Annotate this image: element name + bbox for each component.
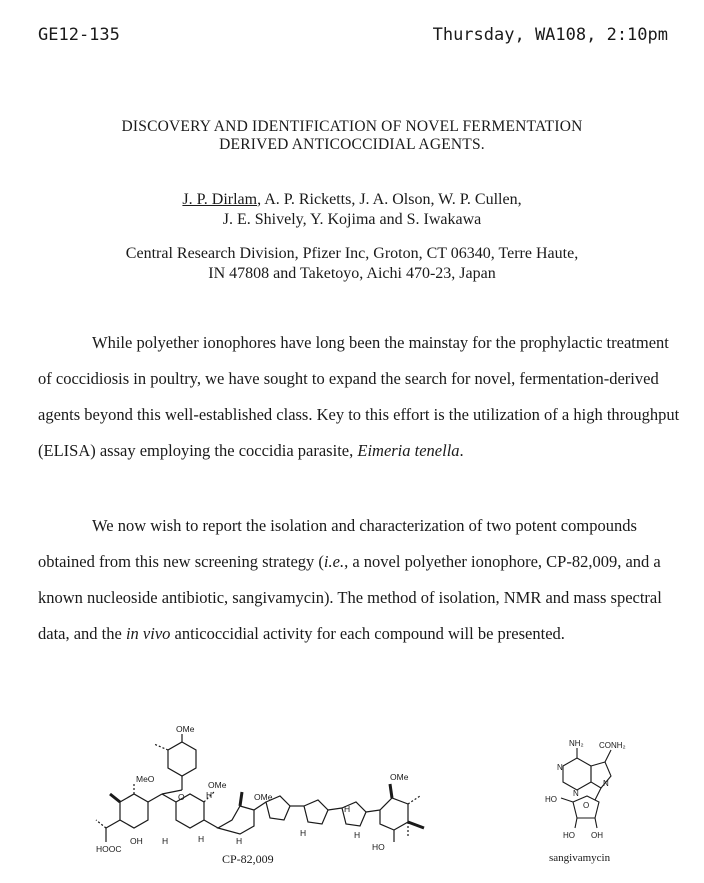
sg-label-n1: N bbox=[557, 763, 563, 772]
cp-label-ome-mid: OMe bbox=[208, 780, 227, 790]
cp-82009-caption: CP-82,009 bbox=[222, 852, 274, 866]
cp-82009-structure bbox=[90, 724, 430, 852]
cp-label-h3: H bbox=[236, 836, 243, 846]
sangivamycin-caption: sangivamycin bbox=[549, 852, 611, 864]
paper-title bbox=[0, 118, 704, 154]
author-line-1 bbox=[0, 190, 704, 210]
cp-label-h5: H bbox=[344, 804, 351, 814]
p1-text: While polyether ionophores have long been the mainstay for the prophylactic treatment of coccidiosis in poultry, we have sought to expand the search for novel, fermentation-derived agents beyond this well-established class. Key to this effort is the utilization of a high throughput (ELISA) assay employing the coccidia parasite, bbox=[38, 333, 680, 460]
cp-label-o-ring: O bbox=[178, 792, 185, 802]
cp-label-hooc: HOOC bbox=[96, 844, 122, 852]
body-paragraph-1 bbox=[38, 325, 684, 469]
sg-label-conh2: CONH₂ bbox=[599, 741, 626, 750]
title-line-1: DISCOVERY AND IDENTIFICATION OF NOVEL FERMENTATION bbox=[121, 118, 583, 135]
cp-label-ome-right: OMe bbox=[390, 772, 409, 782]
p1-species: Eimeria tenella bbox=[357, 441, 460, 460]
presenting-author: J. P. Dirlam bbox=[182, 191, 258, 208]
co-authors: , A. P. Ricketts, J. A. Olson, W. P. Cullen, bbox=[257, 191, 522, 208]
author-line-2: J. E. Shively, Y. Kojima and S. Iwakawa bbox=[222, 211, 482, 228]
cp-label-h-center: H bbox=[206, 790, 213, 800]
cp-label-meo: MeO bbox=[136, 774, 155, 784]
sg-label-o: O bbox=[583, 801, 590, 810]
p2-text-b: , a novel polyether ionophore, CP-82,009, and a known nucleoside antibiotic, sangivamycin). The method of isolation, NMR and mass spectral data, and the bbox=[38, 552, 662, 643]
p2-invivo: in vivo bbox=[125, 624, 171, 643]
abstract-code: GE12-135 bbox=[38, 25, 120, 45]
cp-label-h6: H bbox=[354, 830, 361, 840]
affiliation-line-1: Central Research Division, Pfizer Inc, Groton, CT 06340, Terre Haute, bbox=[125, 245, 579, 262]
sangivamycin-structure bbox=[533, 736, 643, 844]
cp-label-h1: H bbox=[162, 836, 169, 846]
cp-label-ome-mid2: OMe bbox=[254, 792, 273, 802]
session-info: Thursday, WA108, 2:10pm bbox=[432, 25, 668, 45]
body-paragraph-2 bbox=[38, 508, 684, 652]
affiliation bbox=[0, 244, 704, 284]
sg-label-n3: N bbox=[603, 779, 609, 788]
cp-label-oh: OH bbox=[130, 836, 143, 846]
affiliation-line-2: IN 47808 and Taketoyo, Aichi 470-23, Japan bbox=[208, 265, 496, 282]
sg-label-oh: OH bbox=[591, 831, 603, 840]
cp-label-ome-top: OMe bbox=[176, 724, 195, 734]
sg-label-n2: N bbox=[573, 789, 579, 798]
cp-label-h4: H bbox=[300, 828, 307, 838]
p2-text-a: We now wish to report the isolation and characterization of two potent compounds obtained from this new screening strategy ( bbox=[38, 516, 637, 571]
p1-end: . bbox=[459, 441, 464, 460]
p2-text-c: anticoccidial activity for each compound will be presented. bbox=[170, 624, 565, 643]
cp-label-h2: H bbox=[198, 834, 205, 844]
p2-ie: i.e. bbox=[323, 552, 345, 571]
sg-label-ho2: HO bbox=[563, 831, 575, 840]
sg-label-nh2: NH₂ bbox=[569, 739, 584, 748]
cp-label-ho: HO bbox=[372, 842, 385, 852]
title-line-2: DERIVED ANTICOCCIDIAL AGENTS. bbox=[219, 136, 485, 153]
author-list bbox=[0, 190, 704, 230]
sg-label-ho: HO bbox=[545, 795, 557, 804]
